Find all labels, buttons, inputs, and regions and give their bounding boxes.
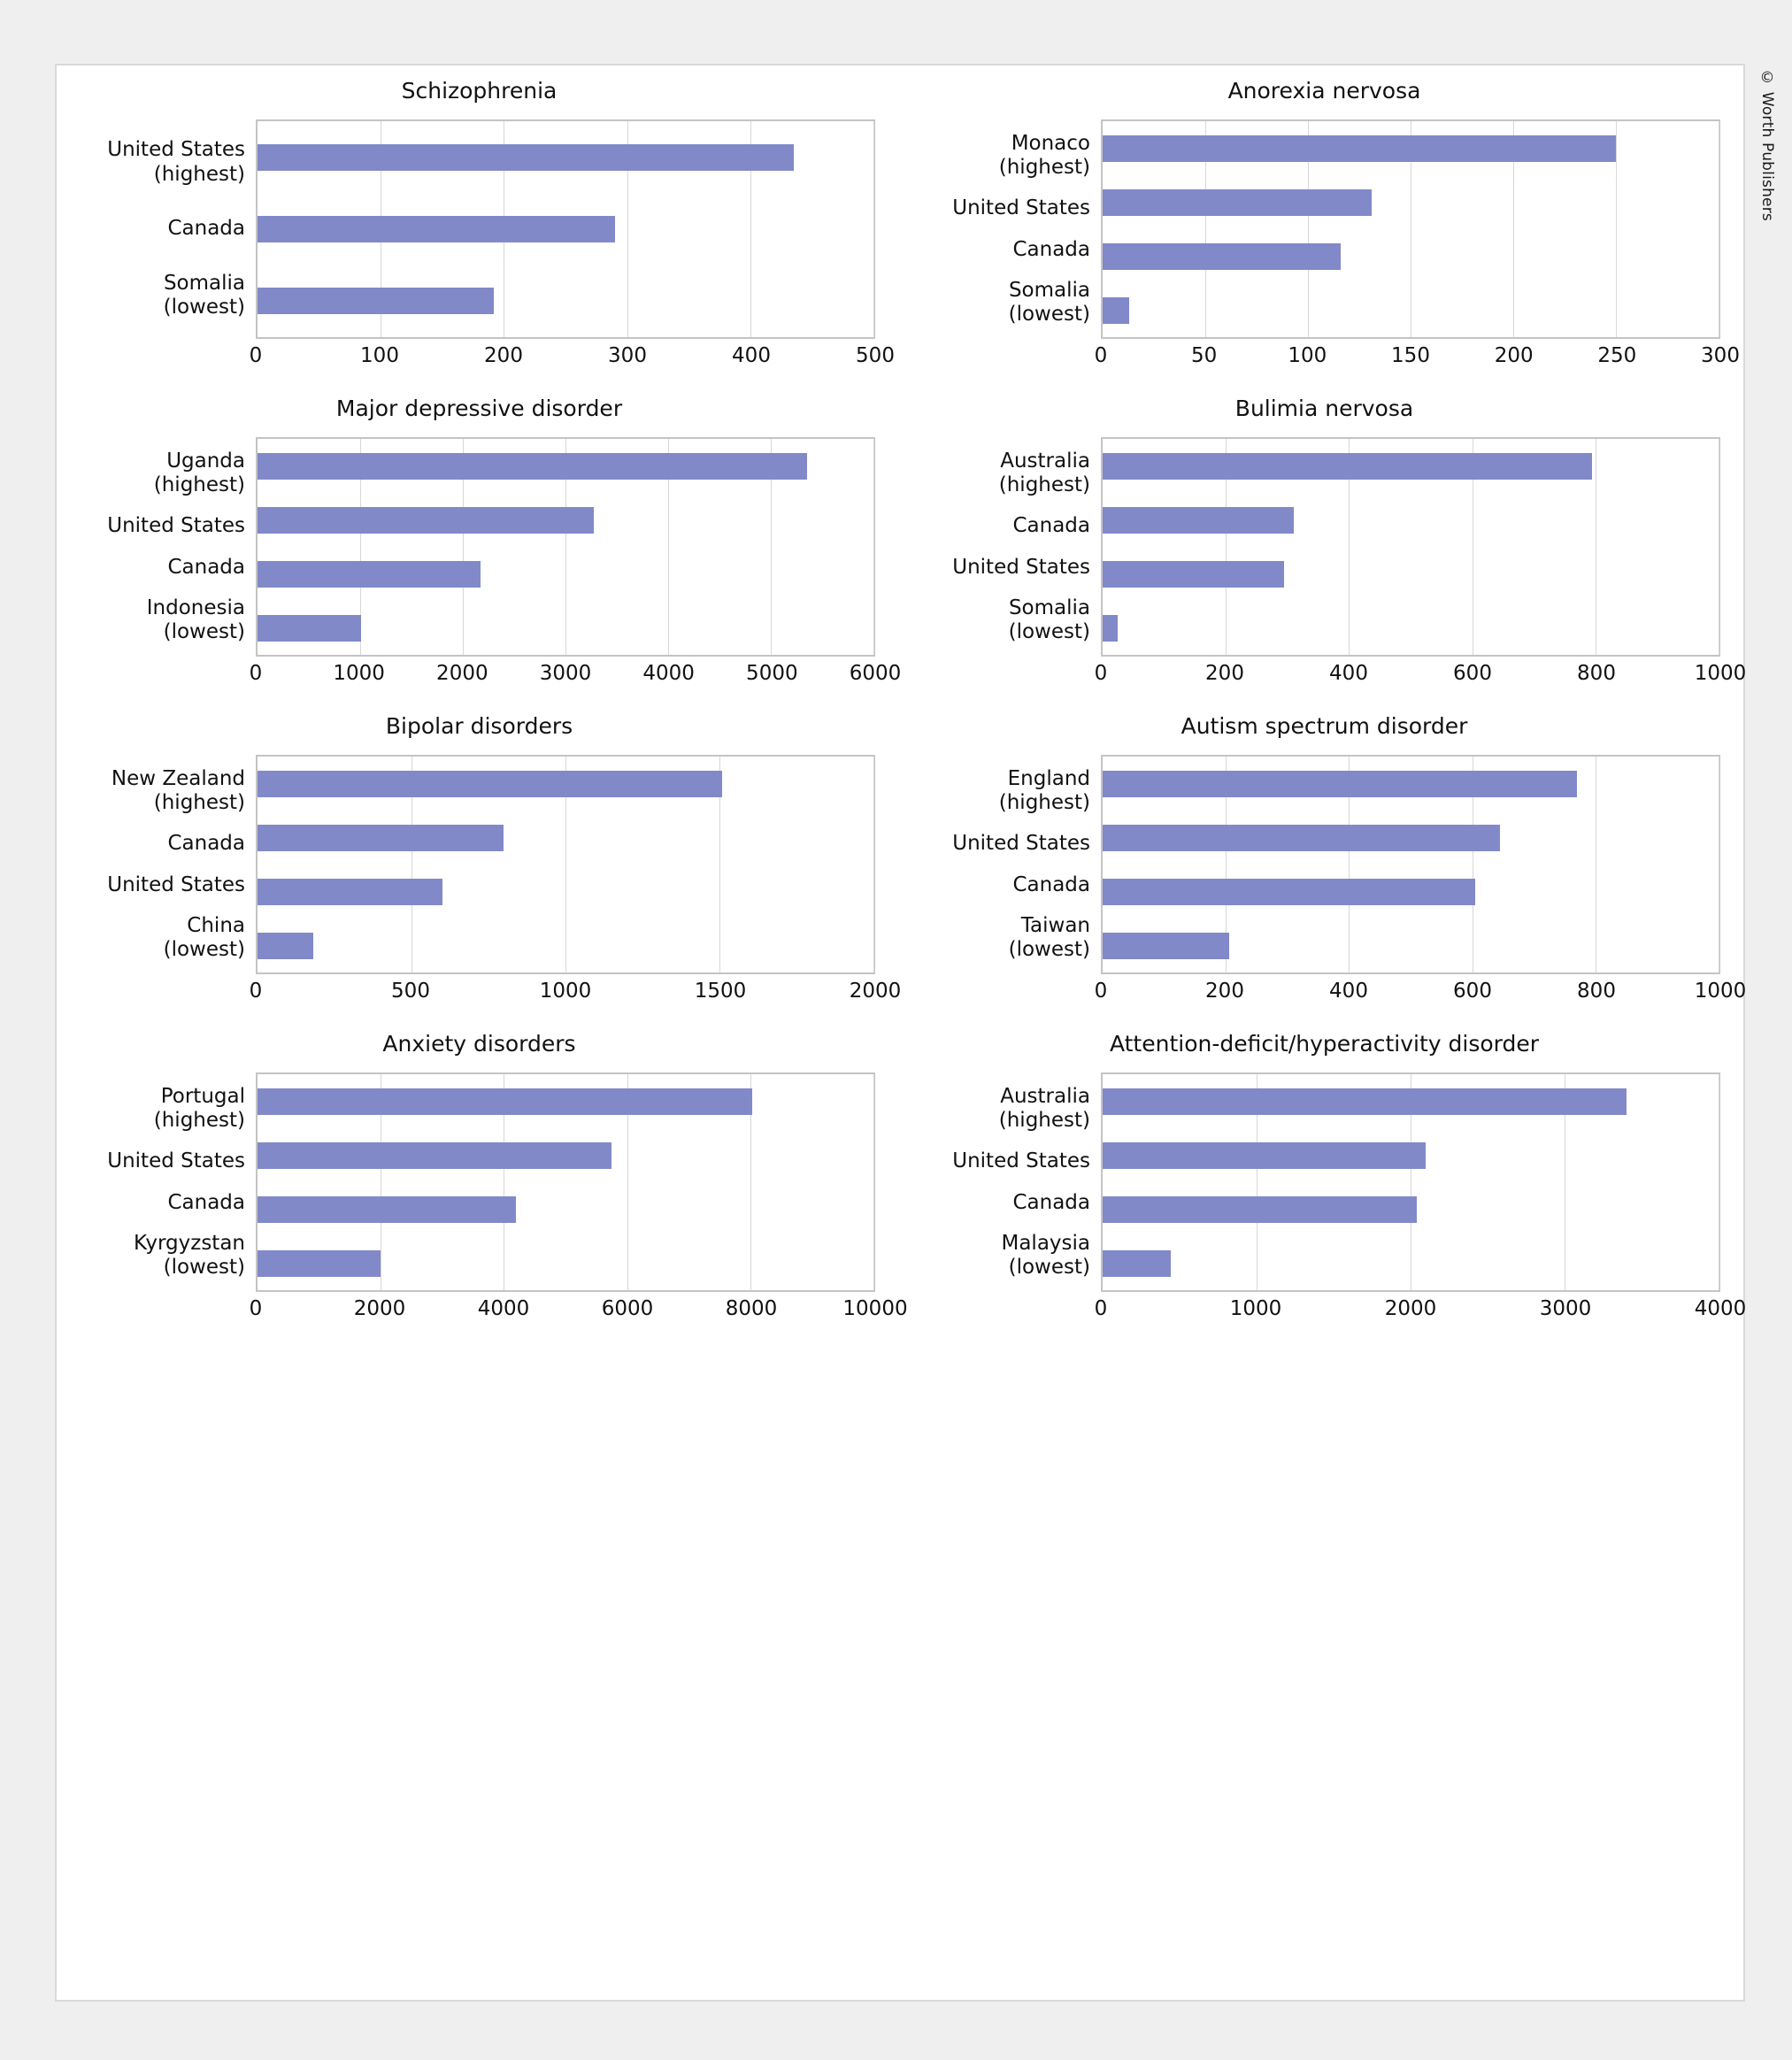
category-label	[928, 238, 1101, 262]
bar	[1103, 297, 1129, 324]
bar-series	[258, 121, 873, 337]
category-label-line: Malaysia	[1001, 1232, 1090, 1256]
chart-grid	[57, 65, 1747, 1336]
plot-area	[256, 119, 875, 339]
category-label-line: Canada	[167, 555, 245, 579]
category-label-line: Canada	[1012, 872, 1090, 896]
plot-area	[1101, 1072, 1720, 1292]
category-label-line: United States	[952, 196, 1090, 220]
chart-panel	[57, 1018, 908, 1336]
x-tick-label: 300	[608, 344, 647, 367]
category-label	[83, 272, 256, 319]
plot-area	[256, 755, 875, 974]
category-label-line: (highest)	[153, 1108, 245, 1132]
x-axis	[1094, 657, 1747, 692]
category-label-line: United States	[107, 138, 245, 162]
x-axis	[249, 339, 895, 374]
category-label-line: United States	[107, 872, 245, 896]
category-label-line: (highest)	[153, 162, 245, 186]
category-label	[928, 1149, 1101, 1173]
bar	[258, 453, 807, 480]
category-label-line: Kyrgyzstan	[133, 1232, 245, 1256]
bar	[258, 1142, 611, 1169]
category-labels	[83, 119, 256, 339]
category-labels	[928, 755, 1101, 974]
x-tick-label: 50	[1191, 344, 1218, 367]
chart-title: Anxiety disorders	[382, 1031, 576, 1057]
x-tick-label: 150	[1391, 344, 1430, 367]
category-label-line: (highest)	[998, 155, 1090, 179]
x-tick-label: 3000	[539, 662, 592, 685]
x-tick-label: 6000	[601, 1297, 654, 1320]
category-label-line: Portugal	[160, 1084, 245, 1108]
x-tick-label: 1500	[694, 980, 747, 1003]
bar	[1103, 507, 1294, 534]
x-tick-label: 1000	[1694, 980, 1747, 1003]
category-label	[83, 1232, 256, 1280]
bar	[258, 879, 442, 905]
x-tick-label: 200	[484, 344, 523, 367]
x-tick-label: 4000	[642, 662, 695, 685]
bar-row	[1103, 615, 1719, 642]
bar-row	[1103, 243, 1719, 270]
bar-series	[1103, 1074, 1719, 1290]
x-tick-label: 1000	[539, 980, 592, 1003]
bar-row	[1103, 1142, 1719, 1169]
bar	[1103, 453, 1592, 480]
bar-row	[258, 771, 873, 797]
x-axis	[1094, 974, 1747, 1010]
chart-panel	[902, 65, 1747, 383]
plot-wrap	[83, 437, 875, 657]
bar	[258, 771, 722, 797]
category-label-line: (lowest)	[1008, 620, 1090, 644]
x-tick-label: 100	[1288, 344, 1327, 367]
x-tick-label: 800	[1577, 980, 1616, 1003]
bar-row	[258, 144, 873, 171]
category-label	[83, 514, 256, 538]
bar	[1103, 1088, 1627, 1115]
category-label	[928, 556, 1101, 580]
bar-row	[258, 453, 873, 480]
category-label	[928, 514, 1101, 538]
category-label-line: Uganda	[166, 449, 245, 473]
bar-row	[1103, 1196, 1719, 1223]
category-labels	[83, 1072, 256, 1292]
category-label-line: United States	[952, 832, 1090, 856]
bar-row	[258, 879, 873, 905]
bar	[258, 507, 594, 534]
chart-title: Schizophrenia	[401, 78, 558, 104]
category-labels	[83, 437, 256, 657]
bar	[258, 288, 494, 314]
x-tick-label: 300	[1701, 344, 1740, 367]
x-axis	[249, 1292, 908, 1327]
x-tick-label: 0	[1094, 980, 1108, 1003]
category-label-line: Monaco	[1011, 131, 1090, 155]
x-tick-label: 2000	[1384, 1297, 1437, 1320]
x-tick-label: 4000	[477, 1297, 530, 1320]
category-label-line: (highest)	[153, 473, 245, 496]
bar-row	[1103, 297, 1719, 324]
category-label	[83, 1149, 256, 1173]
bar	[258, 144, 794, 171]
bar	[1103, 135, 1616, 162]
x-tick-label: 5000	[746, 662, 798, 685]
x-tick-label: 6000	[849, 662, 902, 685]
category-label-line: (lowest)	[1008, 938, 1090, 962]
bar	[258, 561, 481, 588]
bar	[1103, 825, 1500, 851]
plot-wrap	[928, 1072, 1720, 1292]
x-tick-label: 0	[1094, 662, 1108, 685]
category-labels	[83, 755, 256, 974]
category-label	[928, 1085, 1101, 1133]
category-label	[83, 914, 256, 962]
category-label-line: (highest)	[998, 473, 1090, 496]
chart-title: Anorexia nervosa	[1227, 78, 1421, 104]
x-tick-label: 800	[1577, 662, 1616, 685]
bar	[258, 1196, 516, 1223]
x-tick-label: 250	[1597, 344, 1637, 367]
category-label-line: Indonesia	[146, 596, 245, 620]
bar-row	[258, 1250, 873, 1277]
bar-row	[258, 1142, 873, 1169]
x-tick-label: 100	[360, 344, 399, 367]
chart-title: Attention-deficit/hyperactivity disorder	[1109, 1031, 1540, 1057]
x-tick-label: 1000	[333, 662, 385, 685]
x-tick-label: 2000	[353, 1297, 406, 1320]
x-tick-label: 1000	[1229, 1297, 1282, 1320]
x-tick-label: 600	[1453, 980, 1492, 1003]
x-tick-label: 200	[1205, 662, 1244, 685]
category-label	[928, 767, 1101, 815]
bar-row	[258, 933, 873, 959]
category-label-line: Australia	[1000, 449, 1090, 473]
category-label-line: Canada	[1012, 1190, 1090, 1214]
bar-row	[1103, 825, 1719, 851]
category-label-line: Somalia	[163, 272, 245, 296]
category-label	[928, 873, 1101, 897]
category-label	[928, 596, 1101, 644]
bar	[258, 615, 361, 642]
bar	[1103, 1250, 1171, 1277]
plot-area	[1101, 755, 1720, 974]
x-tick-label: 400	[1329, 662, 1368, 685]
x-axis	[249, 657, 902, 692]
plot-area	[256, 1072, 875, 1292]
x-tick-label: 3000	[1539, 1297, 1592, 1320]
category-label-line: United States	[107, 514, 245, 538]
chart-title: Bulimia nervosa	[1234, 396, 1414, 421]
chart-title: Major depressive disorder	[335, 396, 623, 421]
x-tick-label: 4000	[1694, 1297, 1747, 1320]
category-labels	[928, 119, 1101, 339]
category-label-line: Somalia	[1008, 279, 1090, 303]
x-tick-label: 2000	[849, 980, 902, 1003]
category-label-line: (highest)	[998, 1108, 1090, 1132]
bar	[1103, 615, 1118, 642]
bar	[258, 825, 504, 851]
category-label	[83, 832, 256, 856]
bar-series	[258, 1074, 873, 1290]
gridline	[873, 1074, 874, 1290]
x-tick-label: 10000	[842, 1297, 908, 1320]
bar-row	[1103, 771, 1719, 797]
bar	[1103, 1142, 1426, 1169]
x-tick-label: 2000	[436, 662, 488, 685]
plot-wrap	[928, 119, 1720, 339]
bar-row	[258, 1196, 873, 1223]
bar-row	[1103, 879, 1719, 905]
x-axis	[1094, 339, 1740, 374]
chart-panel	[902, 383, 1747, 701]
plot-wrap	[928, 755, 1720, 974]
bar-series	[258, 439, 873, 655]
bar	[1103, 933, 1229, 959]
plot-area	[1101, 437, 1720, 657]
x-tick-label: 200	[1494, 344, 1534, 367]
plot-wrap	[83, 755, 875, 974]
bar-row	[258, 1088, 873, 1115]
category-label-line: (highest)	[998, 790, 1090, 814]
x-tick-label: 0	[1094, 1297, 1108, 1320]
chart-title: Bipolar disorders	[385, 713, 573, 739]
bar	[258, 216, 615, 242]
category-label-line: Australia	[1000, 1084, 1090, 1108]
category-label	[83, 767, 256, 815]
bar	[1103, 771, 1577, 797]
category-label-line: (lowest)	[1008, 1256, 1090, 1280]
gridline	[873, 439, 874, 655]
bar-series	[258, 757, 873, 972]
x-tick-label: 1000	[1694, 662, 1747, 685]
bar-row	[1103, 933, 1719, 959]
gridline	[873, 121, 874, 337]
chart-panel	[57, 701, 902, 1018]
category-label	[928, 450, 1101, 497]
category-label-line: (lowest)	[163, 1256, 245, 1280]
bar-row	[1103, 507, 1719, 534]
category-label-line: New Zealand	[111, 766, 245, 790]
bar	[258, 933, 313, 959]
chart-panel	[902, 701, 1747, 1018]
x-tick-label: 0	[249, 662, 263, 685]
plot-wrap	[928, 437, 1720, 657]
x-tick-label: 0	[1094, 344, 1108, 367]
bar-row	[258, 216, 873, 242]
x-tick-label: 600	[1453, 662, 1492, 685]
bar-series	[1103, 439, 1719, 655]
category-label	[928, 196, 1101, 220]
plot-wrap	[83, 1072, 875, 1292]
category-label	[928, 132, 1101, 180]
bar	[1103, 879, 1475, 905]
category-label	[928, 832, 1101, 856]
plot-area	[1101, 119, 1720, 339]
category-label-line: Canada	[167, 217, 245, 241]
x-tick-label: 500	[391, 980, 430, 1003]
category-label-line: United States	[952, 555, 1090, 579]
category-label-line: Canada	[1012, 514, 1090, 538]
category-label	[928, 1191, 1101, 1215]
figure-card	[55, 64, 1745, 2002]
bar-row	[258, 507, 873, 534]
category-label-line: Canada	[167, 1190, 245, 1214]
category-label-line: China	[187, 914, 245, 938]
plot-wrap	[83, 119, 875, 339]
category-labels	[928, 1072, 1101, 1292]
category-label	[83, 556, 256, 580]
category-label-line: (lowest)	[1008, 303, 1090, 327]
bar	[1103, 561, 1284, 588]
bar-series	[1103, 121, 1719, 337]
x-tick-label: 8000	[725, 1297, 778, 1320]
bar-row	[1103, 135, 1719, 162]
bar-row	[1103, 453, 1719, 480]
bar	[1103, 1196, 1417, 1223]
category-label	[83, 596, 256, 644]
category-label-line: Canada	[1012, 237, 1090, 261]
x-axis	[1094, 1292, 1747, 1327]
bar-row	[258, 825, 873, 851]
x-tick-label: 0	[249, 980, 263, 1003]
category-label-line: Canada	[167, 832, 245, 856]
category-label	[83, 1191, 256, 1215]
bar-row	[258, 561, 873, 588]
x-tick-label: 0	[249, 1297, 263, 1320]
bar-row	[258, 615, 873, 642]
bar-row	[1103, 561, 1719, 588]
gridline	[873, 757, 874, 972]
chart-panel	[57, 65, 902, 383]
category-label-line: Taiwan	[1020, 914, 1090, 938]
bar-series	[1103, 757, 1719, 972]
bar-row	[258, 288, 873, 314]
category-label	[928, 914, 1101, 962]
category-label-line: United States	[107, 1149, 245, 1173]
x-tick-label: 0	[249, 344, 263, 367]
category-label	[928, 279, 1101, 327]
category-label	[83, 450, 256, 497]
category-label-line: (highest)	[153, 790, 245, 814]
bar	[258, 1250, 381, 1277]
x-tick-label: 200	[1205, 980, 1244, 1003]
category-labels	[928, 437, 1101, 657]
bar-row	[1103, 1250, 1719, 1277]
bar	[1103, 243, 1341, 270]
x-tick-label: 400	[732, 344, 771, 367]
category-label	[83, 217, 256, 241]
bar	[258, 1088, 752, 1115]
category-label	[83, 138, 256, 186]
x-tick-label: 500	[856, 344, 895, 367]
chart-title: Autism spectrum disorder	[1181, 713, 1468, 739]
chart-panel	[902, 1018, 1747, 1336]
plot-area	[256, 437, 875, 657]
category-label-line: England	[1007, 766, 1090, 790]
category-label-line: United States	[952, 1149, 1090, 1173]
category-label	[83, 873, 256, 897]
bar	[1103, 189, 1372, 216]
category-label	[83, 1085, 256, 1133]
category-label-line: Somalia	[1008, 596, 1090, 620]
x-axis	[249, 974, 902, 1010]
bar-row	[1103, 1088, 1719, 1115]
category-label-line: (lowest)	[163, 620, 245, 644]
chart-panel	[57, 383, 902, 701]
category-label-line: (lowest)	[163, 938, 245, 962]
bar-row	[1103, 189, 1719, 216]
category-label	[928, 1232, 1101, 1280]
category-label-line: (lowest)	[163, 296, 245, 319]
copyright-credit: © Worth Publishers	[1758, 69, 1776, 221]
x-tick-label: 400	[1329, 980, 1368, 1003]
